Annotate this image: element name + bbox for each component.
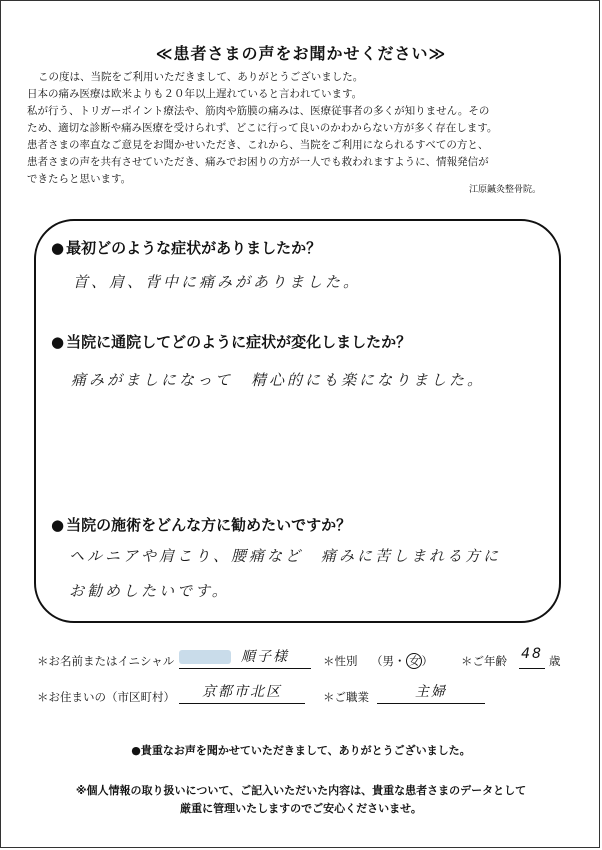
job-label: ＊ご職業 bbox=[323, 690, 369, 704]
privacy-note-2: 厳重に管理いたしますのでご安心くださいませ。 bbox=[180, 802, 422, 815]
answer-1: 首、肩、背中に痛みがありました。 bbox=[73, 273, 362, 291]
name-label: ＊お名前またはイニシャル bbox=[37, 654, 175, 668]
intro-line: 私が行う、トリガーポイント療法や、筋肉や筋膜の痛みは、医療従事者の多くが知りません。その bbox=[27, 105, 490, 117]
gender-open: （男・ bbox=[371, 654, 406, 668]
intro-line: ため、適切な診断や痛み医療を受けられず、どこに行って良いのかわからない方が多く存在します。 bbox=[27, 122, 498, 134]
age-field: 48 bbox=[519, 646, 545, 669]
intro-line: 日本の痛み医療は欧米よりも２０年以上遅れていると言われています。 bbox=[27, 88, 363, 100]
name-value: 順子様 bbox=[241, 649, 289, 665]
privacy-note-1: ※個人情報の取り扱いについて、ご記入いただいた内容は、貴重な患者さまのデータとして bbox=[75, 784, 527, 797]
thanks-text: ●貴重なお声を聞かせていただきまして、ありがとうございました。 bbox=[131, 744, 471, 757]
intro-text bbox=[27, 69, 567, 188]
question-1 bbox=[51, 237, 321, 258]
address-label: ＊お住まいの（市区町村） bbox=[37, 690, 175, 704]
gender-selected: 女 bbox=[406, 653, 422, 669]
question-text: 当院の施術をどんな方に勧めたいですか？ bbox=[66, 516, 352, 534]
name-field bbox=[179, 646, 311, 669]
intro-line: 患者さまの声を共有させていただき、痛みでお困りの方が一人でも救われますように、情報発信が bbox=[27, 156, 489, 168]
intro-line: 患者さまの率直なご意見をお聞かせいただき、これから、当院をご利用になられるすべての方と、 bbox=[27, 139, 489, 151]
gender-label: ＊性別 bbox=[323, 654, 358, 668]
answer-3-line-2: お勧めしたいです。 bbox=[69, 582, 230, 600]
gender-options bbox=[371, 653, 433, 669]
answer-2: 痛みがましになって 精心的にも楽になりました。 bbox=[71, 371, 486, 389]
intro-line: できたらと思います。 bbox=[27, 173, 132, 185]
question-3 bbox=[51, 514, 351, 535]
bullet-icon: ● bbox=[51, 239, 65, 257]
address-field: 京都市北区 bbox=[179, 681, 305, 704]
answer-3-line-1: ヘルニアや肩こり、腰痛など 痛みに苦しまれる方に bbox=[69, 547, 502, 565]
clinic-signature: 江原鍼灸整骨院。 bbox=[469, 185, 542, 195]
page-title: ≪患者さまの声をお聞かせください≫ bbox=[155, 44, 447, 63]
gender-close: ） bbox=[421, 654, 433, 668]
bullet-icon: ● bbox=[51, 516, 65, 534]
bullet-icon: ● bbox=[51, 333, 65, 351]
question-2 bbox=[51, 331, 411, 352]
question-text: 最初どのような症状がありましたか？ bbox=[66, 239, 322, 257]
redacted-name bbox=[179, 650, 231, 664]
intro-line: この度は、当院をご利用いただきまして、ありがとうございました。 bbox=[38, 71, 364, 83]
question-text: 当院に通院してどのように症状が変化しましたか？ bbox=[66, 333, 412, 351]
job-field: 主婦 bbox=[377, 681, 485, 704]
age-label: ＊ご年齢 bbox=[461, 654, 507, 668]
age-unit: 歳 bbox=[549, 654, 561, 668]
